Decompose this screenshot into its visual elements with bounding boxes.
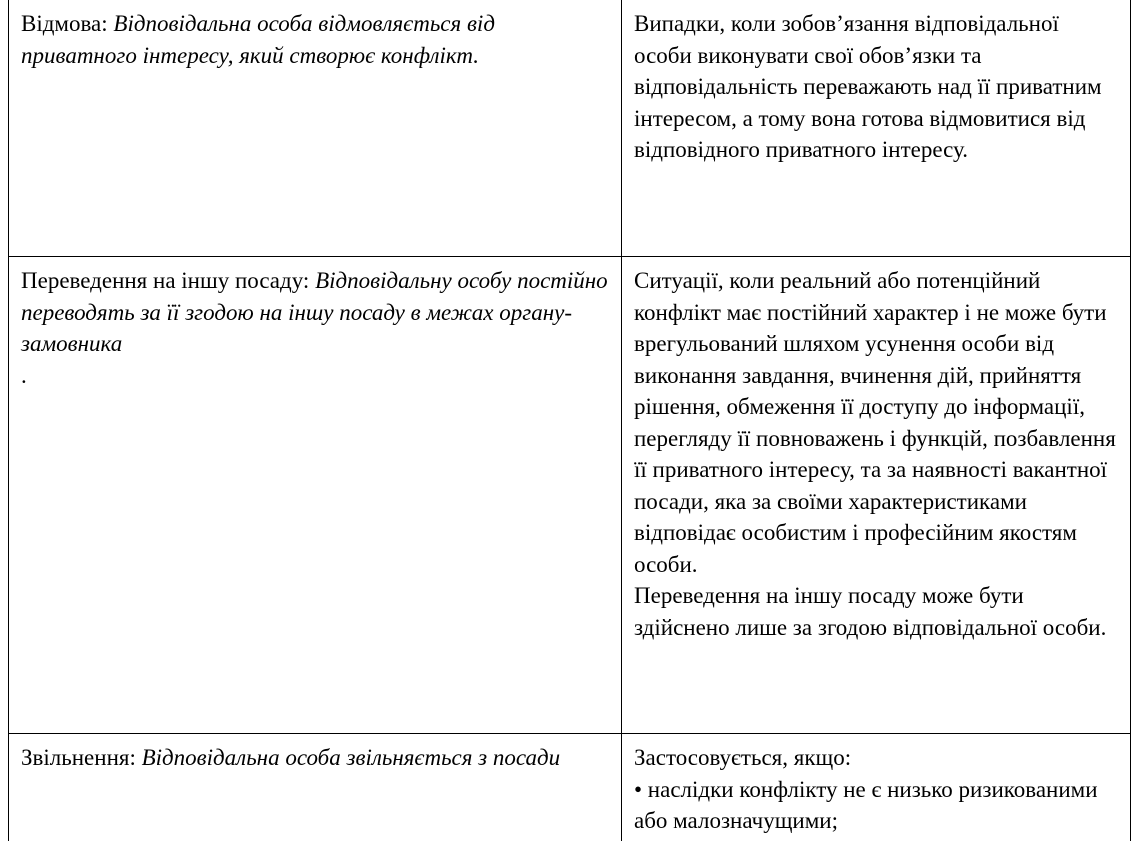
situation-cell bbox=[622, 0, 1131, 257]
measure-description: Відповідальна особа звільняється з посади bbox=[141, 745, 561, 770]
bullet-item: • наслідки конфлікту не є низько ризикованими або малозначущими; bbox=[634, 776, 1098, 833]
situation-cell bbox=[622, 257, 1131, 734]
conflict-measures-table bbox=[8, 0, 1131, 841]
measure-label: Звільнення: bbox=[21, 745, 136, 770]
measure-label: Переведення на іншу посаду: bbox=[21, 268, 310, 293]
measure-cell bbox=[9, 257, 622, 734]
measure-description: Відповідальну особу постійно переводять за її згодою на іншу посаду в межах органу-замовника bbox=[21, 268, 608, 356]
situation-text: Застосовується, якщо: bbox=[634, 745, 852, 770]
measure-label: Відмова: bbox=[21, 11, 108, 36]
situation-text: Випадки, коли зобов’язання відповідальної особи виконувати свої обов’язки та відповідальність переважають над її приватним інтересом, а тому вона готова відмовитися від відповідного приватного інтересу. bbox=[634, 11, 1102, 162]
measure-description: Відповідальна особа відмовляється від приватного інтересу, який створює конфлікт. bbox=[21, 11, 495, 68]
situation-note: Переведення на іншу посаду може бути здійснено лише за згодою відповідальної особи. bbox=[634, 583, 1107, 640]
table-row bbox=[9, 734, 1131, 841]
measure-cell bbox=[9, 734, 622, 841]
stray-period: . bbox=[21, 362, 27, 388]
situation-cell bbox=[622, 734, 1131, 841]
measure-cell bbox=[9, 0, 622, 257]
table-row bbox=[9, 0, 1131, 257]
situation-text: Ситуації, коли реальний або потенційний конфлікт має постійний характер і не може бути врегульований шляхом усунення особи від виконання завдання, вчинення дій, прийняття рішення, обмеження її доступу до інформації, перегляду її повноважень і функцій, позбавлення її приватного інтересу, та за наявності вакантної посади, яка за своїми характеристиками відповідає особистим і професійним якостям особи. bbox=[634, 268, 1116, 577]
table-row bbox=[9, 257, 1131, 734]
